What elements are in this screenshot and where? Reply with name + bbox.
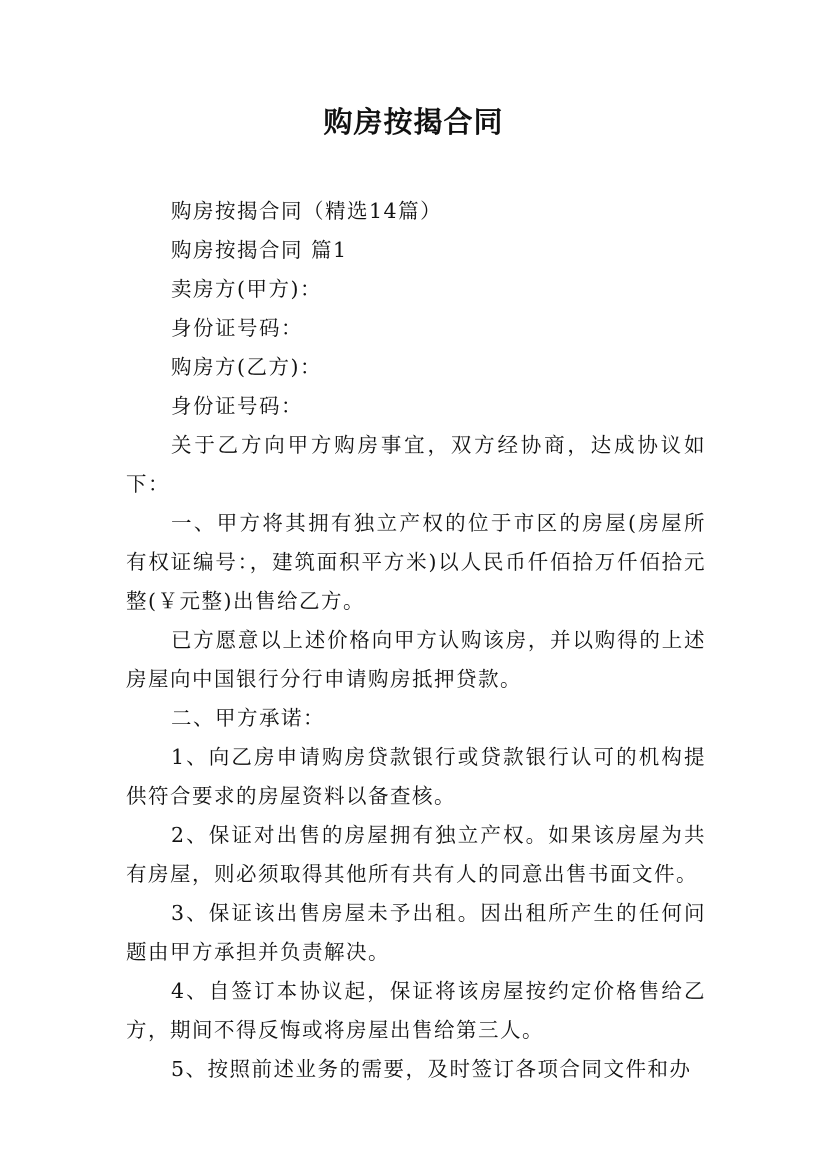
paragraph-section-heading: 购房按揭合同 篇1 bbox=[171, 238, 348, 262]
paragraph-agreement-intro: 关于乙方向甲方购房事宜，双方经协商，达成协议如下： bbox=[126, 433, 706, 496]
paragraph-promise-5: 5、按照前述业务的需要，及时签订各项合同文件和办 bbox=[171, 1057, 692, 1081]
paragraph-buyer-id: 身份证号码： bbox=[171, 394, 303, 418]
paragraph-seller-id: 身份证号码： bbox=[171, 316, 303, 340]
paragraph-clause-1: 一、甲方将其拥有独立产权的位于市区的房屋(房屋所有权证编号：，建筑面积平方米)以人民币仟佰拾万仟佰拾元整(￥元整)出售给乙方。 bbox=[126, 511, 706, 613]
paragraph-promise-1: 1、向乙房申请购房贷款银行或贷款银行认可的机构提供符合要求的房屋资料以备查核。 bbox=[126, 745, 706, 808]
paragraph-promise-3: 3、保证该出售房屋未予出租。因出租所产生的任何问题由甲方承担并负责解决。 bbox=[126, 901, 706, 964]
paragraph-promise-2: 2、保证对出售的房屋拥有独立产权。如果该房屋为共有房屋，则必须取得其他所有共有人的同意出售书面文件。 bbox=[126, 823, 706, 886]
paragraph-seller: 卖房方(甲方)： bbox=[171, 277, 322, 301]
paragraph-subtitle: 购房按揭合同（精选14篇） bbox=[171, 199, 443, 223]
paragraph-clause-2-heading: 二、甲方承诺： bbox=[171, 706, 325, 730]
paragraph-buyer-intent: 已方愿意以上述价格向甲方认购该房，并以购得的上述房屋向中国银行分行申请购房抵押贷款。 bbox=[126, 628, 706, 691]
document-body bbox=[126, 192, 706, 1089]
document-title: 购房按揭合同 bbox=[323, 105, 504, 139]
paragraph-buyer: 购房方(乙方)： bbox=[171, 355, 322, 379]
paragraph-promise-4: 4、自签订本协议起，保证将该房屋按约定价格售给乙方，期间不得反悔或将房屋出售给第三人。 bbox=[126, 979, 706, 1042]
